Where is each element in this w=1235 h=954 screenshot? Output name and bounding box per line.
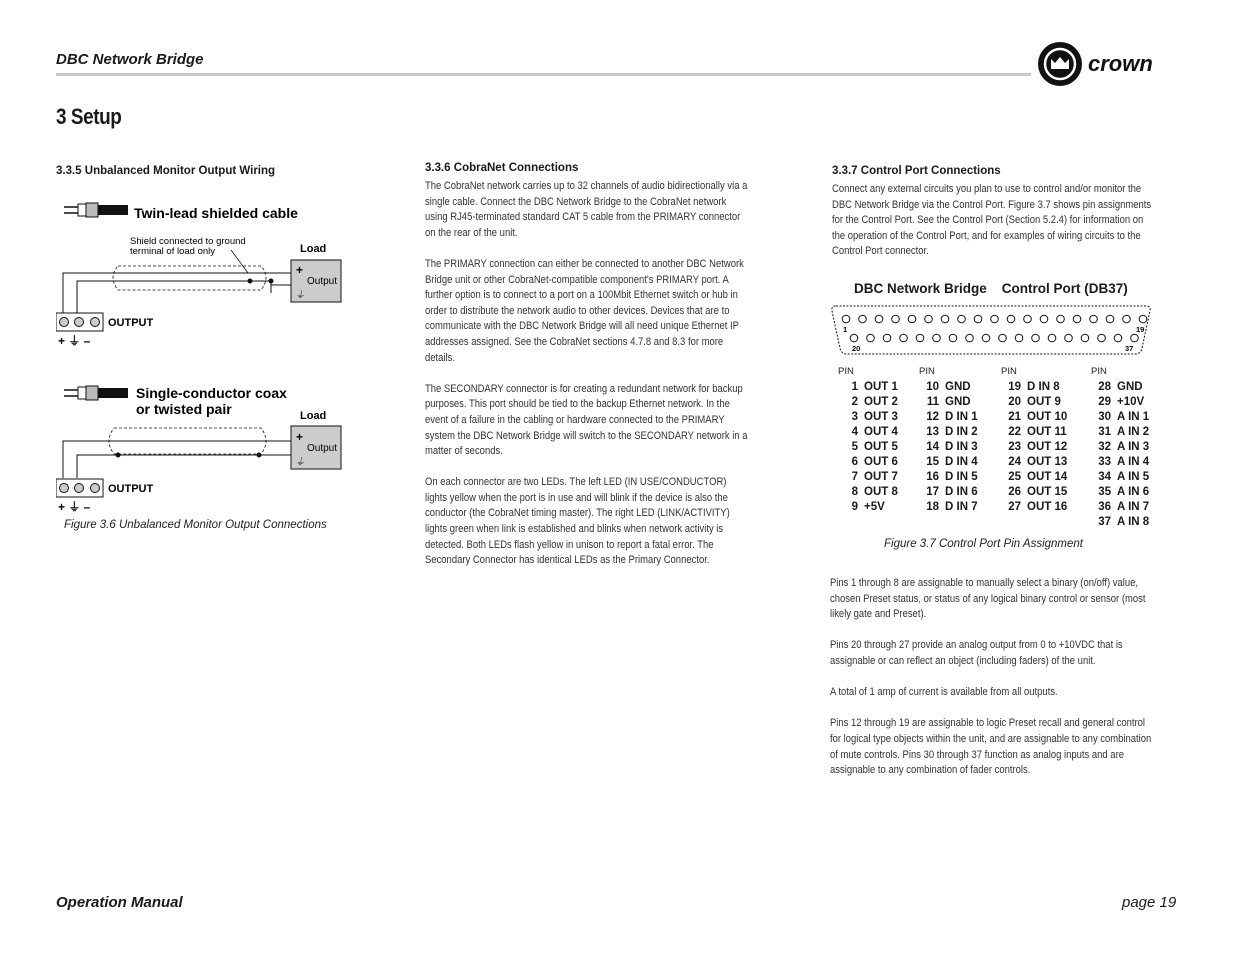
pin-function: D IN 2	[945, 426, 978, 438]
pin-hole	[1007, 315, 1015, 323]
pin-row	[1091, 501, 1149, 516]
pin-function: OUT 12	[1027, 441, 1068, 453]
pin-function: OUT 7	[864, 471, 898, 483]
cable-icon	[64, 386, 128, 400]
pin-hole	[1015, 334, 1023, 342]
pin-function: A IN 4	[1117, 456, 1150, 468]
pin-hole	[982, 334, 990, 342]
polarity-legend: + ⏚ –	[58, 500, 91, 514]
load-label: Load	[300, 243, 327, 255]
section-title: 3 Setup	[56, 104, 122, 129]
pin-function: A IN 1	[1117, 411, 1150, 423]
pin-column-4	[1091, 366, 1149, 531]
pin-number: 15	[926, 456, 939, 468]
paragraph: Pins 1 through 8 are assignable to manually select a binary (on/off) value, chosen Preset status, or status of any logical binary control or sensor (most likely gate and Preset).	[830, 577, 1146, 621]
pin-function: A IN 2	[1117, 426, 1150, 438]
pin-hole	[900, 334, 908, 342]
pin-hole	[1139, 315, 1147, 323]
pin-hole	[1098, 334, 1106, 342]
pin-row	[838, 396, 898, 411]
pin-number: 8	[851, 486, 858, 498]
pin-hole	[1081, 334, 1089, 342]
pin-hole	[916, 334, 924, 342]
pin-number: 33	[1098, 456, 1111, 468]
pin-function: OUT 2	[864, 396, 898, 408]
pin-hole	[892, 315, 900, 323]
paragraph: The CobraNet network carries up to 32 channels of audio bidirectionally via a single cable. Connect the DBC Network Bridge to the CobraNet network using RJ45-terminated standard CAT 5 cable from the PRIMARY connector on the rear of the unit.	[425, 180, 748, 239]
cable-icon	[64, 203, 128, 217]
pin-hole	[933, 334, 941, 342]
pin-row	[1001, 471, 1067, 486]
pin-function: OUT 11	[1027, 426, 1067, 438]
pin-hole	[1032, 334, 1040, 342]
pin-function: OUT 3	[864, 411, 898, 423]
pin-number: 22	[1008, 426, 1021, 438]
pin-number: 29	[1098, 396, 1111, 408]
pin-hole	[1131, 334, 1139, 342]
pin-number: 28	[1098, 381, 1111, 393]
running-header-title: DBC Network Bridge	[56, 51, 204, 68]
paragraph: On each connector are two LEDs. The left LED (IN USE/CONDUCTOR) lights yellow when the port is in use and will blink if the device is also the conductor (the CobraNet timing master). The right LED (LINK/ACTIVITY) lights green when link is established and blinks when network activity is detected. Both LEDs flash yellow in unison to report a fatal error. The Secondary Connector has identical LEDs as the Primary Connector.	[425, 476, 730, 567]
output-label: OUTPUT	[108, 317, 154, 329]
pin-hole	[1106, 315, 1114, 323]
pin-row	[919, 486, 978, 501]
footer-manual-title: Operation Manual	[56, 894, 183, 911]
pin-hole	[925, 315, 933, 323]
pin-hole	[1123, 315, 1131, 323]
paragraph: Pins 12 through 19 are assignable to logic Preset recall and general control for logical type objects within the unit, and are assignable to any combination of mute controls. Pins 30 through 37 function as analog inputs and are assignable to any combination of fader controls.	[830, 717, 1152, 777]
figure-3-7-caption: Figure 3.7 Control Port Pin Assignment	[884, 538, 1083, 550]
svg-text:⏚: ⏚	[295, 290, 305, 301]
pin-function: D IN 7	[945, 501, 978, 513]
coax-title-1: Single-conductor coax	[136, 385, 287, 401]
pin-label-1: 1	[843, 325, 848, 334]
pin-number: 11	[926, 396, 939, 408]
pin-number: 17	[926, 486, 939, 498]
pin-hole	[941, 315, 949, 323]
pin-row	[1001, 426, 1067, 441]
pin-row	[1091, 471, 1149, 486]
pin-function: D IN 6	[945, 486, 978, 498]
cobranet-body	[425, 179, 749, 584]
pin-header: PIN	[838, 366, 854, 377]
pin-number: 6	[851, 456, 858, 468]
svg-text:⏚: ⏚	[295, 457, 305, 468]
pin-label-37: 37	[1125, 344, 1134, 353]
pin-label-19: 19	[1136, 325, 1145, 334]
shield-note-1: Shield connected to ground	[130, 236, 246, 247]
pin-column-3	[1001, 366, 1067, 516]
pin-number: 10	[926, 381, 939, 393]
pin-function: OUT 15	[1027, 486, 1068, 498]
output-box-label: Output	[307, 276, 338, 287]
pin-function: OUT 4	[864, 426, 898, 438]
pin-number: 24	[1008, 456, 1021, 468]
pin-number: 12	[926, 411, 939, 423]
pin-row	[1091, 396, 1149, 411]
pin-hole	[1040, 315, 1048, 323]
figure-3-6-caption: Figure 3.6 Unbalanced Monitor Output Connections	[64, 519, 327, 531]
pin-function: GND	[945, 396, 971, 408]
output-label: OUTPUT	[108, 483, 154, 495]
pin-row	[919, 501, 978, 516]
pin-row	[1091, 411, 1149, 426]
twin-lead-title: Twin-lead shielded cable	[134, 205, 298, 221]
pin-row	[1091, 441, 1149, 456]
pin-function: OUT 9	[1027, 396, 1061, 408]
pin-number: 4	[851, 426, 858, 438]
pin-hole	[1065, 334, 1073, 342]
pin-number: 23	[1008, 441, 1021, 453]
pin-row	[1001, 486, 1067, 501]
pin-row	[1091, 516, 1149, 531]
pin-number: 36	[1098, 501, 1111, 513]
pin-function: OUT 10	[1027, 411, 1068, 423]
pin-number: 20	[1008, 396, 1021, 408]
heading-unbalanced-wiring: 3.3.5 Unbalanced Monitor Output Wiring	[56, 165, 276, 177]
pin-number: 13	[926, 426, 939, 438]
pin-row	[919, 381, 978, 396]
pin-hole	[974, 315, 982, 323]
pin-number: 19	[1008, 381, 1021, 393]
pin-function: A IN 5	[1117, 471, 1150, 483]
pin-number: 21	[1008, 411, 1021, 423]
pin-hole	[958, 315, 966, 323]
pin-number: 35	[1098, 486, 1111, 498]
pin-function: D IN 3	[945, 441, 978, 453]
pin-row	[1001, 381, 1067, 396]
pin-function: A IN 7	[1117, 501, 1150, 513]
pin-column-1	[838, 366, 898, 516]
pin-column-2	[919, 366, 978, 516]
pin-hole	[1114, 334, 1122, 342]
heading-cobranet: 3.3.6 CobraNet Connections	[425, 162, 579, 174]
pin-hole	[1048, 334, 1056, 342]
pin-function: OUT 1	[864, 381, 898, 393]
pin-hole	[883, 334, 891, 342]
pin-row	[838, 456, 898, 471]
pin-number: 27	[1008, 501, 1021, 513]
pin-header: PIN	[919, 366, 935, 377]
twin-lead-diagram	[56, 195, 356, 360]
page-number: page 19	[1122, 894, 1177, 911]
pin-function: OUT 16	[1027, 501, 1068, 513]
polarity-legend: + ⏚ –	[58, 334, 91, 348]
pin-header: PIN	[1001, 366, 1017, 377]
pin-function: GND	[945, 381, 971, 393]
pin-function: D IN 5	[945, 471, 978, 483]
pin-header: PIN	[1091, 366, 1107, 377]
pin-row	[919, 411, 978, 426]
pin-hole	[1073, 315, 1081, 323]
pin-row	[838, 411, 898, 426]
pin-row	[838, 381, 898, 396]
shield-note-2: terminal of load only	[130, 246, 216, 257]
paragraph: Pins 20 through 27 provide an analog output from 0 to +10VDC that is assignable or can reflect an object (including faders) of the unit.	[830, 639, 1123, 667]
pin-hole	[842, 315, 850, 323]
paragraph: The PRIMARY connection can either be connected to another DBC Network Bridge unit or other CobraNet-compatible component's PRIMARY port. A further option is to connect to a port on a 100Mbit Ethernet switch or hub in order to distribute the network audio to other devices. Devices that are to communicate with the DBC Network Bridge will all need unique Ethernet IP addresses assigned. See the CobraNet sections 4.7.8 and 8.3 for more details.	[425, 257, 744, 364]
pin-hole	[966, 334, 974, 342]
db37-connector	[830, 302, 1152, 358]
plus-sign: +	[296, 263, 304, 277]
pin-function: +10V	[1117, 396, 1145, 408]
pin-number: 5	[851, 441, 858, 453]
pin-hole	[867, 334, 875, 342]
control-port-intro: Connect any external circuits you plan to use to control and/or monitor the DBC Network Bridge via the Control Port. Figure 3.7 shows pin assignments for the Control Port. See the Control Port (Section 5.2.4) for information on the operation of the Control Port, and for examples of wiring circuits to the Control Port connector.	[832, 183, 1152, 258]
header-rule	[56, 73, 1031, 76]
control-port-body	[830, 576, 1159, 794]
pin-row	[919, 426, 978, 441]
pin-function: D IN 1	[945, 411, 978, 423]
brand-wordmark: crown	[1088, 51, 1153, 76]
pin-number: 26	[1008, 486, 1021, 498]
pin-number: 7	[851, 471, 858, 483]
pin-function: D IN 4	[945, 456, 978, 468]
load-label: Load	[300, 410, 327, 422]
coax-diagram	[56, 378, 356, 518]
pin-number: 34	[1098, 471, 1111, 483]
pin-number: 16	[926, 471, 939, 483]
pin-row	[1091, 456, 1149, 471]
pin-hole	[991, 315, 999, 323]
pin-row	[838, 426, 898, 441]
pin-function: A IN 6	[1117, 486, 1150, 498]
pin-hole	[1057, 315, 1065, 323]
pin-row	[1001, 501, 1067, 516]
output-box-label: Output	[307, 443, 338, 454]
pin-function: OUT 8	[864, 486, 898, 498]
coax-title-2: or twisted pair	[136, 401, 232, 417]
paragraph: The SECONDARY connector is for creating a redundant network for backup purposes. This port should be tied to the backup Ethernet network. In the event of a failure in the cabling or hardware connected to the PRIMARY system the DBC Network Bridge will switch to the SECONDARY network in a matter of seconds.	[425, 382, 748, 458]
pin-number: 1	[851, 381, 858, 393]
pin-row	[838, 486, 898, 501]
pin-function: OUT 13	[1027, 456, 1068, 468]
pin-hole	[850, 334, 858, 342]
db37-diagram-title: DBC Network Bridge Control Port (DB37)	[854, 281, 1128, 296]
pin-row	[1001, 411, 1067, 426]
pin-label-20: 20	[852, 344, 861, 353]
pin-number: 30	[1098, 411, 1111, 423]
pin-hole	[1090, 315, 1098, 323]
paragraph: A total of 1 amp of current is available from all outputs.	[830, 686, 1058, 699]
pin-row	[838, 471, 898, 486]
pin-row	[1001, 396, 1067, 411]
pin-function: D IN 8	[1027, 381, 1060, 393]
pin-number: 2	[851, 396, 858, 408]
crown-logo	[1036, 38, 1186, 90]
pin-row	[1001, 456, 1067, 471]
pin-hole	[908, 315, 916, 323]
pin-hole	[875, 315, 883, 323]
pin-hole	[949, 334, 957, 342]
pin-row	[1091, 426, 1149, 441]
pin-number: 37	[1098, 516, 1111, 528]
pin-function: +5V	[864, 501, 885, 513]
pin-hole	[859, 315, 867, 323]
pin-row	[919, 441, 978, 456]
pin-number: 25	[1008, 471, 1021, 483]
pin-number: 14	[926, 441, 939, 453]
pin-row	[1001, 441, 1067, 456]
pin-function: OUT 14	[1027, 471, 1068, 483]
pin-function: A IN 3	[1117, 441, 1150, 453]
pin-number: 9	[851, 501, 858, 513]
pin-row	[838, 501, 898, 516]
pin-hole	[1024, 315, 1032, 323]
heading-control-port: 3.3.7 Control Port Connections	[832, 165, 1001, 177]
pin-function: GND	[1117, 381, 1143, 393]
pin-number: 3	[851, 411, 858, 423]
pin-function: OUT 6	[864, 456, 898, 468]
pin-assignment-table	[838, 366, 1158, 536]
pin-hole	[999, 334, 1007, 342]
pin-number: 18	[926, 501, 939, 513]
pin-row	[919, 456, 978, 471]
pin-row	[919, 396, 978, 411]
pin-number: 32	[1098, 441, 1111, 453]
pin-row	[1091, 486, 1149, 501]
pin-function: OUT 5	[864, 441, 898, 453]
pin-number: 31	[1098, 426, 1111, 438]
pin-row	[919, 471, 978, 486]
pin-row	[1091, 381, 1149, 396]
pin-function: A IN 8	[1117, 516, 1150, 528]
plus-sign: +	[296, 430, 304, 444]
pin-row	[838, 441, 898, 456]
